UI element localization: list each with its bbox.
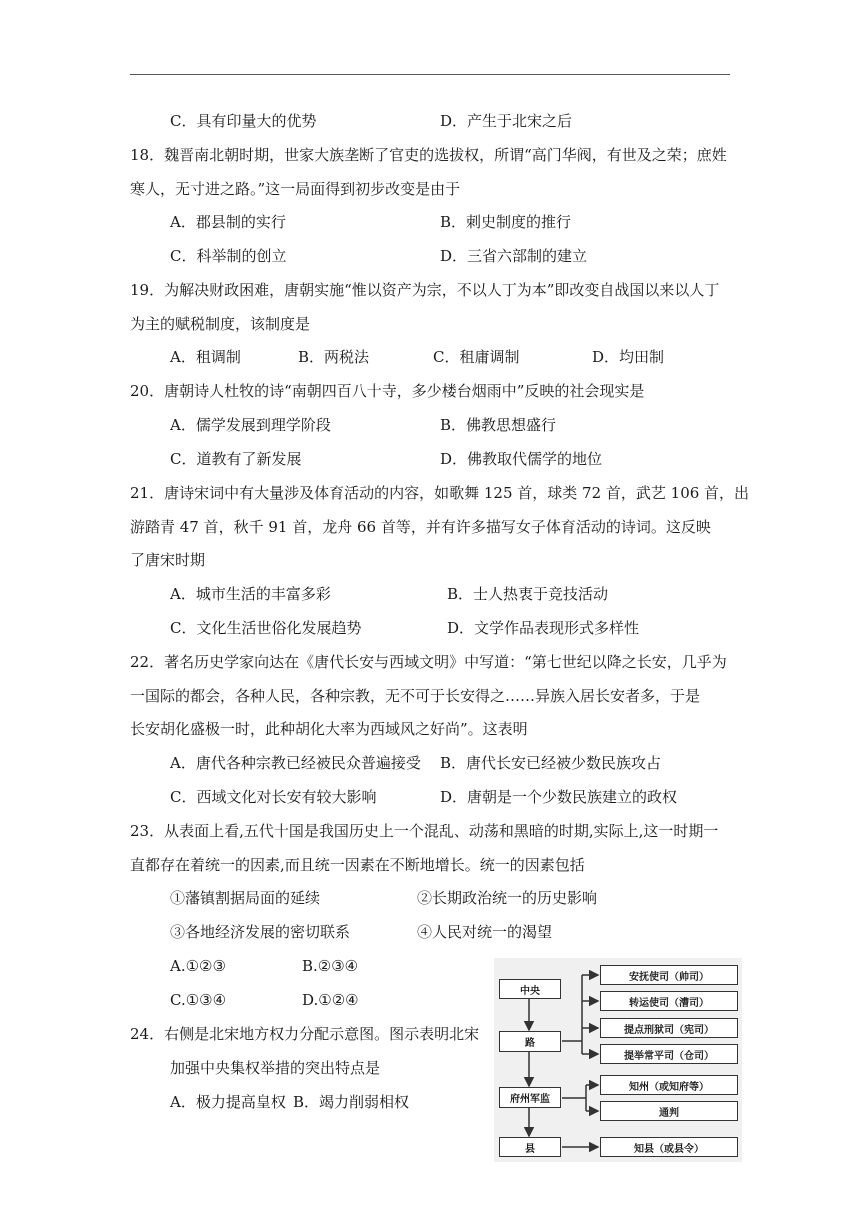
q17-option-d: D．产生于北宋之后 <box>440 112 573 130</box>
box-lu: 路 <box>499 1031 561 1052</box>
q20-option-b: B．佛教思想盛行 <box>440 416 557 434</box>
q24-stem-line1: 24．右侧是北宋地方权力分配示意图。图示表明北宋 <box>130 1025 480 1043</box>
q18-stem-line1: 18．魏晋南北朝时期，世家大族垄断了官吏的选拔权，所谓“高门华阀，有世及之荣；庶姓 <box>130 146 727 164</box>
q21-option-a: A．城市生活的丰富多彩 <box>170 585 331 603</box>
q23-statement-3: ③各地经济发展的密切联系 <box>170 923 351 941</box>
q22-option-b: B．唐代长安已经被少数民族攻占 <box>440 754 662 772</box>
box-xian: 县 <box>499 1137 561 1157</box>
box-tongpan: 通判 <box>600 1101 738 1121</box>
q18-option-d: D．三省六部制的建立 <box>440 247 588 265</box>
box-tidian-xingyusi: 提点刑狱司（宪司） <box>600 1018 738 1038</box>
q21-option-d: D．文学作品表现形式多样性 <box>447 619 640 637</box>
box-zhizhou: 知州（或知府等） <box>600 1075 738 1095</box>
q21-stem-line2: 游踏青 47 首，秋千 91 首，龙舟 66 首等，并有许多描写女子体育活动的诗词。这反映 <box>130 518 711 536</box>
q22-stem-line3: 长安胡化盛极一时，此种胡化大率为西域风之好尚”。这表明 <box>130 720 528 738</box>
q18-stem-line2: 寒人，无寸进之路。”这一局面得到初步改变是由于 <box>130 180 461 198</box>
box-zhixian: 知县（或县令） <box>600 1137 738 1157</box>
q23-option-c: C.①③④ <box>170 991 227 1009</box>
q21-option-b: B．士人热衷于竞技活动 <box>447 585 609 603</box>
q23-statement-1: ①藩镇割据局面的延续 <box>170 889 321 907</box>
q19-stem-line2: 为主的赋税制度，该制度是 <box>130 315 311 333</box>
q19-option-b: B．两税法 <box>298 348 370 366</box>
q23-stem-line1: 23．从表面上看,五代十国是我国历史上一个混乱、动荡和黑暗的时期,实际上,这一时期一 <box>130 822 719 840</box>
q22-stem-line2: 一国际的都会，各种人民，各种宗教，无不可于长安得之……异族入居长安者多，于是 <box>130 687 701 705</box>
box-central: 中央 <box>499 979 561 999</box>
box-anfu-shisi: 安抚使司（帅司） <box>600 965 738 985</box>
northern-song-local-power-diagram <box>494 958 742 1162</box>
q23-statement-2: ②长期政治统一的历史影响 <box>417 889 598 907</box>
header-rule <box>130 74 730 75</box>
q20-option-a: A．儒学发展到理学阶段 <box>170 416 331 434</box>
q18-option-b: B．刺史制度的推行 <box>440 213 572 231</box>
q20-option-c: C．道教有了新发展 <box>170 450 302 468</box>
q20-option-d: D．佛教取代儒学的地位 <box>440 450 603 468</box>
q21-stem-line1: 21．唐诗宋词中有大量涉及体育活动的内容，如歌舞 125 首，球类 72 首，武艺 106 首，出 <box>130 484 750 502</box>
q18-option-a: A．郡县制的实行 <box>170 213 286 231</box>
q19-stem-line1: 19．为解决财政困难，唐朝实施“惟以资产为宗，不以人丁为本”即改变自战国以来以人丁 <box>130 281 720 299</box>
box-zhuanyun-shisi: 转运使司（漕司） <box>600 991 738 1011</box>
q19-option-c: C．租庸调制 <box>433 348 520 366</box>
box-tiju-changpingsi: 提举常平司（仓司） <box>600 1044 738 1064</box>
q22-option-c: C．西域文化对长安有较大影响 <box>170 788 377 806</box>
q17-option-c: C．具有印量大的优势 <box>170 112 317 130</box>
box-fuzhou-junjian: 府州军监 <box>499 1087 561 1108</box>
q20-stem-line1: 20．唐朝诗人杜牧的诗“南朝四百八十寺，多少楼台烟雨中”反映的社会现实是 <box>130 382 645 400</box>
q24-stem-line2: 加强中央集权举措的突出特点是 <box>170 1059 381 1077</box>
q19-option-a: A．租调制 <box>170 348 241 366</box>
q23-statement-4: ④人民对统一的渴望 <box>417 923 553 941</box>
q19-option-d: D．均田制 <box>592 348 665 366</box>
q23-option-b: B.②③④ <box>302 957 359 975</box>
q22-option-d: D．唐朝是一个少数民族建立的政权 <box>440 788 678 806</box>
q21-option-c: C．文化生活世俗化发展趋势 <box>170 619 362 637</box>
q22-stem-line1: 22．著名历史学家向达在《唐代长安与西域文明》中写道：“第七世纪以降之长安，几乎为 <box>130 653 727 671</box>
q24-option-a: A．极力提高皇权 <box>170 1093 286 1111</box>
q18-option-c: C．科举制的创立 <box>170 247 287 265</box>
q22-option-a: A．唐代各种宗教已经被民众普遍接受 <box>170 754 421 772</box>
q23-stem-line2: 直都存在着统一的因素,而且统一因素在不断地增长。统一的因素包括 <box>130 856 585 874</box>
q23-option-d: D.①②④ <box>302 991 359 1009</box>
q21-stem-line3: 了唐宋时期 <box>130 551 206 569</box>
q24-option-b: B．竭力削弱相权 <box>293 1093 410 1111</box>
q23-option-a: A.①②③ <box>170 957 226 975</box>
